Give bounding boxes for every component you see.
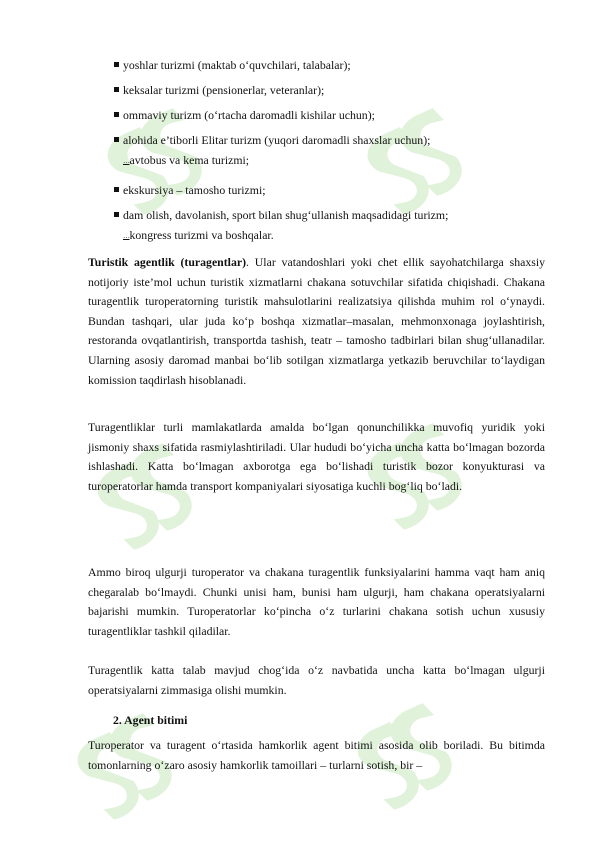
bullet-text: alohida e’tiborli Elitar turizm (yuqori daromadli shaxslar uchun); bbox=[123, 133, 431, 147]
continuation-marker: … bbox=[123, 231, 130, 240]
paragraph-registration bbox=[88, 418, 545, 496]
bullet-item bbox=[123, 81, 545, 101]
bullet-text: ommaviy turizm (o‘rtacha daromadli kishilar uchun); bbox=[123, 108, 375, 122]
paragraph-text: Turoperator va turagent o‘rtasida hamkorlik agent bitimi asosida olib boriladi. Bu bitimda tomonlarning o‘zaro asosiy hamkorlik tamoillari – turlarni sotish, bir – bbox=[88, 738, 545, 772]
bullet-text: ekskursiya – tamosho turizmi; bbox=[123, 183, 266, 197]
bullet-text: dam olish, davolanish, sport bilan shug‘ullanish maqsadidagi turizm; bbox=[123, 208, 449, 222]
continuation-marker: … bbox=[123, 156, 130, 165]
paragraph-wholesale bbox=[88, 661, 545, 700]
bullet-text: yoshlar turizmi (maktab o‘quvchilari, talabalar); bbox=[123, 58, 351, 72]
paragraph-text: Turagentliklar turli mamlakatlarda amalda bo‘lgan qonunchilikka muvofiq yuridik yoki jismoniy shaxs sifatida rasmiylashtiriladi. Ular hududi bo‘yicha uncha katta bo‘lmagan bozorda ishlashadi. Katta bo‘lmagan axborotga ega bo‘lishadi turistik bozor konyukturasi va turoperatorlar hamda transport kompaniyalari siyosatiga kuchli bog‘liq bo‘ladi. bbox=[88, 420, 545, 493]
section-heading: 2. Agent bitimi bbox=[113, 713, 188, 727]
bullet-item bbox=[123, 56, 545, 76]
bullet-text: keksalar turizmi (pensionerlar, veteranlar); bbox=[123, 83, 325, 97]
paragraph-text: . Ular vatandoshlari yoki chet ellik sayohatchilarga shaxsiy notijoriy iste’mol uchun turistik xizmatlarni chakana sotuvchilar sifatida chiqishadi. Chakana turagentlik turoperatorning turistik mahsulotlarini realizatsiya qilishda muhim rol o‘ynaydi. Bundan tashqari, ular juda ko‘p boshqa xizmatlar–masalan, mehmonxonaga joylashtirish, restoranda ovqatlantirish, transportda tashish, teatr – tamosho tadbirlari bilan shug‘ullanadilar. Ularning asosiy daromad manbai bo‘lib sotilgan xizmatlarga yetkazib beruvchilar to‘laydigan komission taqdirlash hisoblanadi. bbox=[88, 255, 545, 387]
bullet-item bbox=[123, 131, 545, 171]
bullet-item bbox=[123, 206, 545, 246]
bullet-continuation: kongress turizmi va boshqalar. bbox=[129, 227, 274, 242]
term-travel-agency: Turistik agentlik (turagentlar) bbox=[88, 255, 247, 269]
bullet-continuation: avtobus va kema turizmi; bbox=[129, 152, 250, 167]
paragraph-agent-agreement bbox=[88, 736, 545, 775]
bullet-item bbox=[123, 181, 545, 201]
bullet-item bbox=[123, 106, 545, 126]
paragraph-text: Ammo biroq ulgurji turoperator va chakana turagentlik funksiyalarini hamma vaqt ham aniq chegaralab bo‘lmaydi. Chunki unisi ham, bunisi ham ulgurji, ham chakana operatsiyalarni bajarishi mumkin. Turoperatorlar ko‘pincha o‘z turlarini chakana sotish uchun xususiy turagentliklar tashkil qiladilar. bbox=[88, 565, 545, 638]
paragraph-text: Turagentlik katta talab mavjud chog‘ida o‘z navbatida uncha katta bo‘lmagan ulgurji operatsiyalarni zimmasiga olishi mumkin. bbox=[88, 663, 545, 697]
paragraph-travel-agencies bbox=[88, 253, 545, 390]
paragraph-functions bbox=[88, 563, 545, 641]
